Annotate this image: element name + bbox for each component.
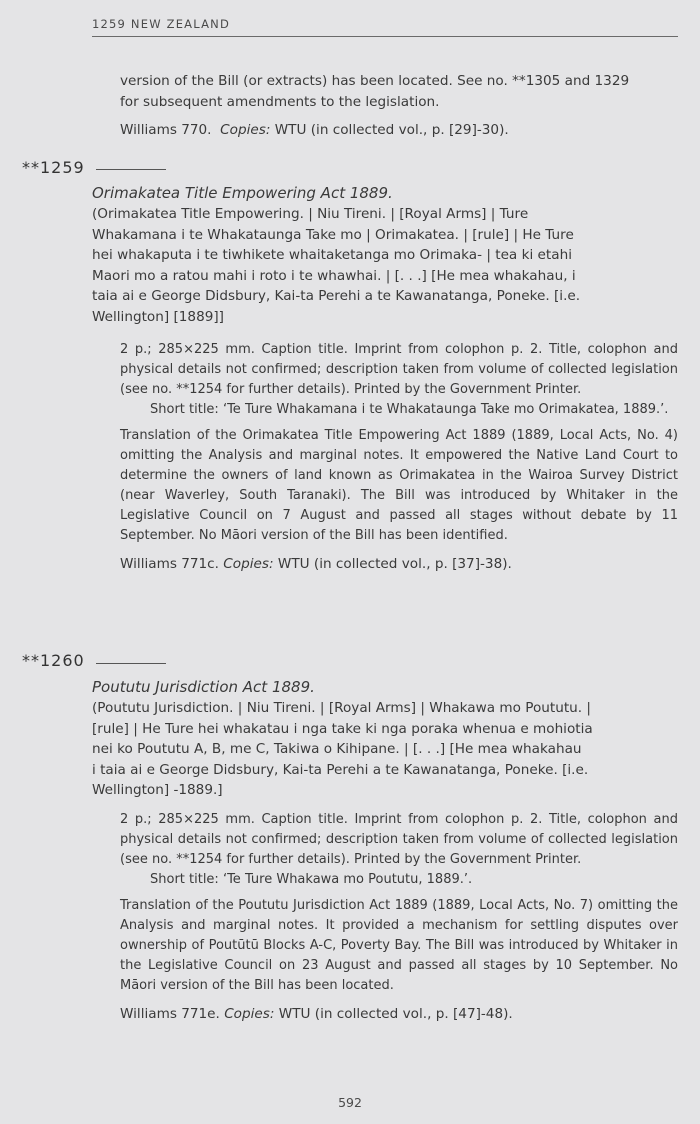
continuation-line: for subsequent amendments to the legislation. xyxy=(120,93,440,110)
reference-line xyxy=(120,120,660,141)
copies-text: WTU (in collected vol., p. [37]-38). xyxy=(277,556,512,572)
reference-line xyxy=(120,1004,678,1025)
entry-dash xyxy=(96,663,166,664)
copies-label: Copies: xyxy=(223,556,274,572)
reference-text: Williams 771e. xyxy=(120,1006,220,1022)
reference-line xyxy=(120,554,678,575)
continuation-line: version of the Bill (or extracts) has been located. See no. **1305 and 1329 xyxy=(120,73,630,89)
translation-note: Translation of the Orimakatea Title Empowering Act 1889 (1889, Local Acts, No. 4) omitting the Analysis and marginal notes. It empowered the Native Land Court to determine the owners of land known as Orimakatea in the Wairoa Survey District (near Waverley, South Taranaki). The Bill was introduced by Whitaker in the Legislative Council on 7 August and passed all stages without debate by 11 September. No Māori version of the Bill has been identified. xyxy=(120,428,678,543)
copies-text: WTU (in collected vol., p. [29]-30). xyxy=(274,122,509,138)
transcription-line: nei ko Poututu A, B, me C, Takiwa o Kihipane. | [. . .] [He mea whakahau xyxy=(92,741,582,757)
header-rule xyxy=(92,36,678,37)
transcription-line: [rule] | He Ture hei whakatau i nga take ki nga poraka whenua e mohiotia xyxy=(92,720,593,737)
translation-note: Translation of the Poututu Jurisdiction Act 1889 (1889, Local Acts, No. 7) omitting the Analysis and marginal notes. It provided a mechanism for settling disputes over ownership of Poutūtū Blocks A-C, Poverty Bay. The Bill was introduced by Whitaker in the Legislative Council on 23 August and passed all stages by 10 September. No Māori version of the Bill has been located. xyxy=(120,898,678,993)
reference-text: Williams 770. xyxy=(120,122,212,138)
reference-text: Williams 771c. xyxy=(120,556,219,572)
transcription-line: (Poututu Jurisdiction. | Niu Tireni. | [Royal Arms] | Whakawa mo Poututu. | xyxy=(92,700,592,716)
page-number: 592 xyxy=(338,1095,362,1110)
entry-dash xyxy=(96,169,166,170)
entry-1260-notes xyxy=(120,810,678,1025)
physical-description: 2 p.; 285×225 mm. Caption title. Imprint from colophon p. 2. Title, colophon and physical details not confirmed; description taken from volume of collected legislation (see no. **1254 for further details). Printed by the Government Printer. xyxy=(120,812,678,867)
short-title: Short title: ‘Te Ture Whakamana i te Whakataunga Take mo Orimakatea, 1889.’. xyxy=(150,402,669,417)
running-head: 1259 NEW ZEALAND xyxy=(92,17,231,31)
transcription-line: Wellington] -1889.] xyxy=(92,782,223,798)
entry-number: **1259 xyxy=(22,158,85,177)
transcription-line: Whakamana i te Whakataunga Take mo | Orimakatea. | [rule] | He Ture xyxy=(92,226,574,243)
transcription-line: Maori mo a ratou mahi i roto i te whawhai. | [. . .] [He mea whakahau, i xyxy=(92,267,576,284)
entry-1259 xyxy=(92,183,660,327)
short-title: Short title: ‘Te Ture Whakawa mo Poututu, 1889.’. xyxy=(150,872,473,887)
transcription-line: (Orimakatea Title Empowering. | Niu Tireni. | [Royal Arms] | Ture xyxy=(92,206,529,222)
entry-title: Orimakatea Title Empowering Act 1889. xyxy=(92,184,393,202)
entry-1260 xyxy=(92,677,660,801)
transcription-line: hei whakaputa i te tiwhikete whaitaketanga mo Orimaka- | tea ki etahi xyxy=(92,247,572,263)
copies-text: WTU (in collected vol., p. [47]-48). xyxy=(278,1006,513,1022)
continuation-block xyxy=(120,71,660,141)
entry-title: Poututu Jurisdiction Act 1889. xyxy=(92,678,315,696)
entry-1259-notes xyxy=(120,340,678,575)
physical-description: 2 p.; 285×225 mm. Caption title. Imprint from colophon p. 2. Title, colophon and physical details not confirmed; description taken from volume of collected legislation (see no. **1254 for further details). Printed by the Government Printer. xyxy=(120,342,678,397)
transcription-line: i taia ai e George Didsbury, Kai-ta Perehi a te Kawanatanga, Poneke. [i.e. xyxy=(92,761,589,778)
entry-number: **1260 xyxy=(22,651,85,670)
copies-label: Copies: xyxy=(220,122,271,138)
transcription-line: Wellington] [1889]] xyxy=(92,308,224,325)
copies-label: Copies: xyxy=(224,1006,275,1022)
transcription-line: taia ai e George Didsbury, Kai-ta Perehi a te Kawanatanga, Poneke. [i.e. xyxy=(92,288,581,304)
